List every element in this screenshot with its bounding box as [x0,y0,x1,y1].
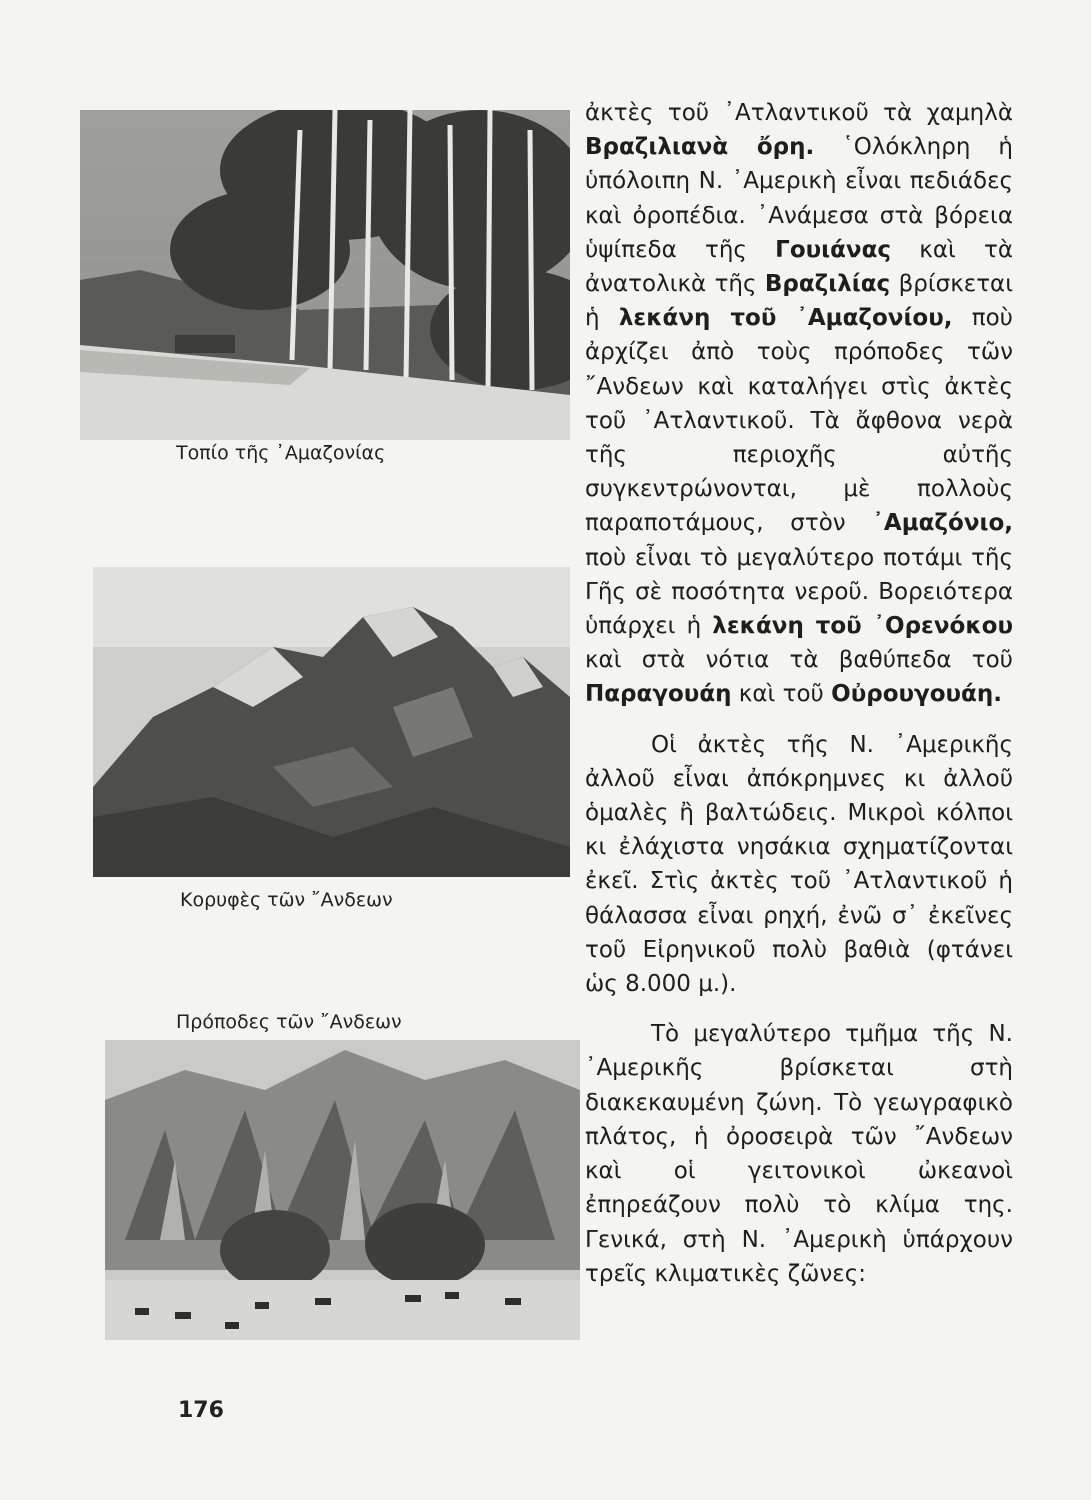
andes-foothills-photo [105,1040,580,1340]
term-amazon-basin: λεκάνη τοῦ ᾿Αμαζονίου, [618,305,953,332]
p1-run: ῾Ολόκληρη ἡ ὑπόλοιπη Ν. ᾿Αμερικὴ εἶναι πεδιάδες καὶ ὀροπέδια. ᾿Ανάμεσα στὰ βόρεια ὑψίπεδα τῆς [585,134,1013,263]
figure-caption-3: Πρόποδες τῶν ῎Ανδεων [176,1011,402,1033]
p1-run: καὶ στὰ νότια τὰ βαθύπεδα τοῦ [585,647,1013,674]
term-brazilian-highlands: Βραζιλιανὰ ὄρη. [585,134,815,161]
p1-run: ἀκτὲς τοῦ ᾿Ατλαντικοῦ τὰ χαμηλὰ [585,100,1013,126]
page-number: 176 [178,1398,224,1423]
term-uruguay: Οὐρουγουάη. [831,681,1002,708]
paragraph-climate: Τὸ μεγαλύτερο τμῆμα τῆς Ν. ᾿Αμερικῆς βρίσκεται στὴ διακεκαυμένη ζώνη. Τὸ γεωγραφικὸ πλάτος, ἡ ὀροσειρὰ τῶν ῎Ανδεων καὶ οἱ γειτονικοὶ ὠκεανοὶ ἐπηρεάζουν πολὺ τὸ κλίμα της. Γενικά, στὴ Ν. ᾿Αμερικὴ ὑπάρχουν τρεῖς κλιματικὲς ζῶνες: [585,1021,1013,1287]
term-paraguay: Παραγουάη [585,681,732,708]
figure-caption-2: Κορυφὲς τῶν ῎Ανδεων [180,889,393,911]
andes-peaks-photo [93,567,570,877]
paragraph-relief [585,96,1013,712]
p1-run: ποὺ εἶναι τὸ μεγαλύτερο ποτάμι τῆς Γῆς σὲ ποσότητα νεροῦ. Βορειότερα ὑπάρχει ἡ [585,544,1013,640]
term-guiana: Γουιάνας [775,236,892,263]
main-text-column [585,96,1013,1291]
p1-run: καὶ τὰ ἀνατολικὰ τῆς [585,236,1013,298]
term-amazon-river: ᾿Αμαζόνιο, [872,510,1013,537]
p1-run: καὶ τοῦ [731,681,832,708]
p1-run: βρίσκεται ἡ [585,271,1013,332]
paragraph-coasts: Οἱ ἀκτὲς τῆς Ν. ᾿Αμερικῆς ἀλλοῦ εἶναι ἀπόκρημνες κι ἀλλοῦ ὁμαλὲς ἢ βαλτώδεις. Μικροὶ κόλποι κι ἐλάχιστα νησάκια σχηματίζονται ἐκεῖ. Στὶς ἀκτὲς τοῦ ᾿Ατλαντικοῦ ἡ θάλασσα εἶναι ρηχή, ἐνῶ σ᾿ ἐκεῖνες τοῦ Εἰρηνικοῦ πολὺ βαθιὰ (φτάνει ὡς 8.000 μ.). [585,731,1013,998]
term-orinoco-basin: λεκάνη τοῦ ᾿Ορενόκου [712,613,1013,640]
figure-caption-1: Τοπίο τῆς ᾿Αμαζονίας [176,442,386,464]
amazon-forest-photo [80,110,570,440]
p1-run: ποὺ ἀρχίζει ἀπὸ τοὺς πρόποδες τῶν ῎Ανδεων καὶ καταλήγει στὶς ἀκτὲς τοῦ ᾿Ατλαντικοῦ. Τὰ ἄφθονα νερὰ τῆς περιοχῆς αὐτῆς συγκεντρώνονται, μὲ πολλοὺς παραποτάμους, στὸν [585,305,1013,537]
term-brazil: Βραζιλίας [764,271,891,298]
